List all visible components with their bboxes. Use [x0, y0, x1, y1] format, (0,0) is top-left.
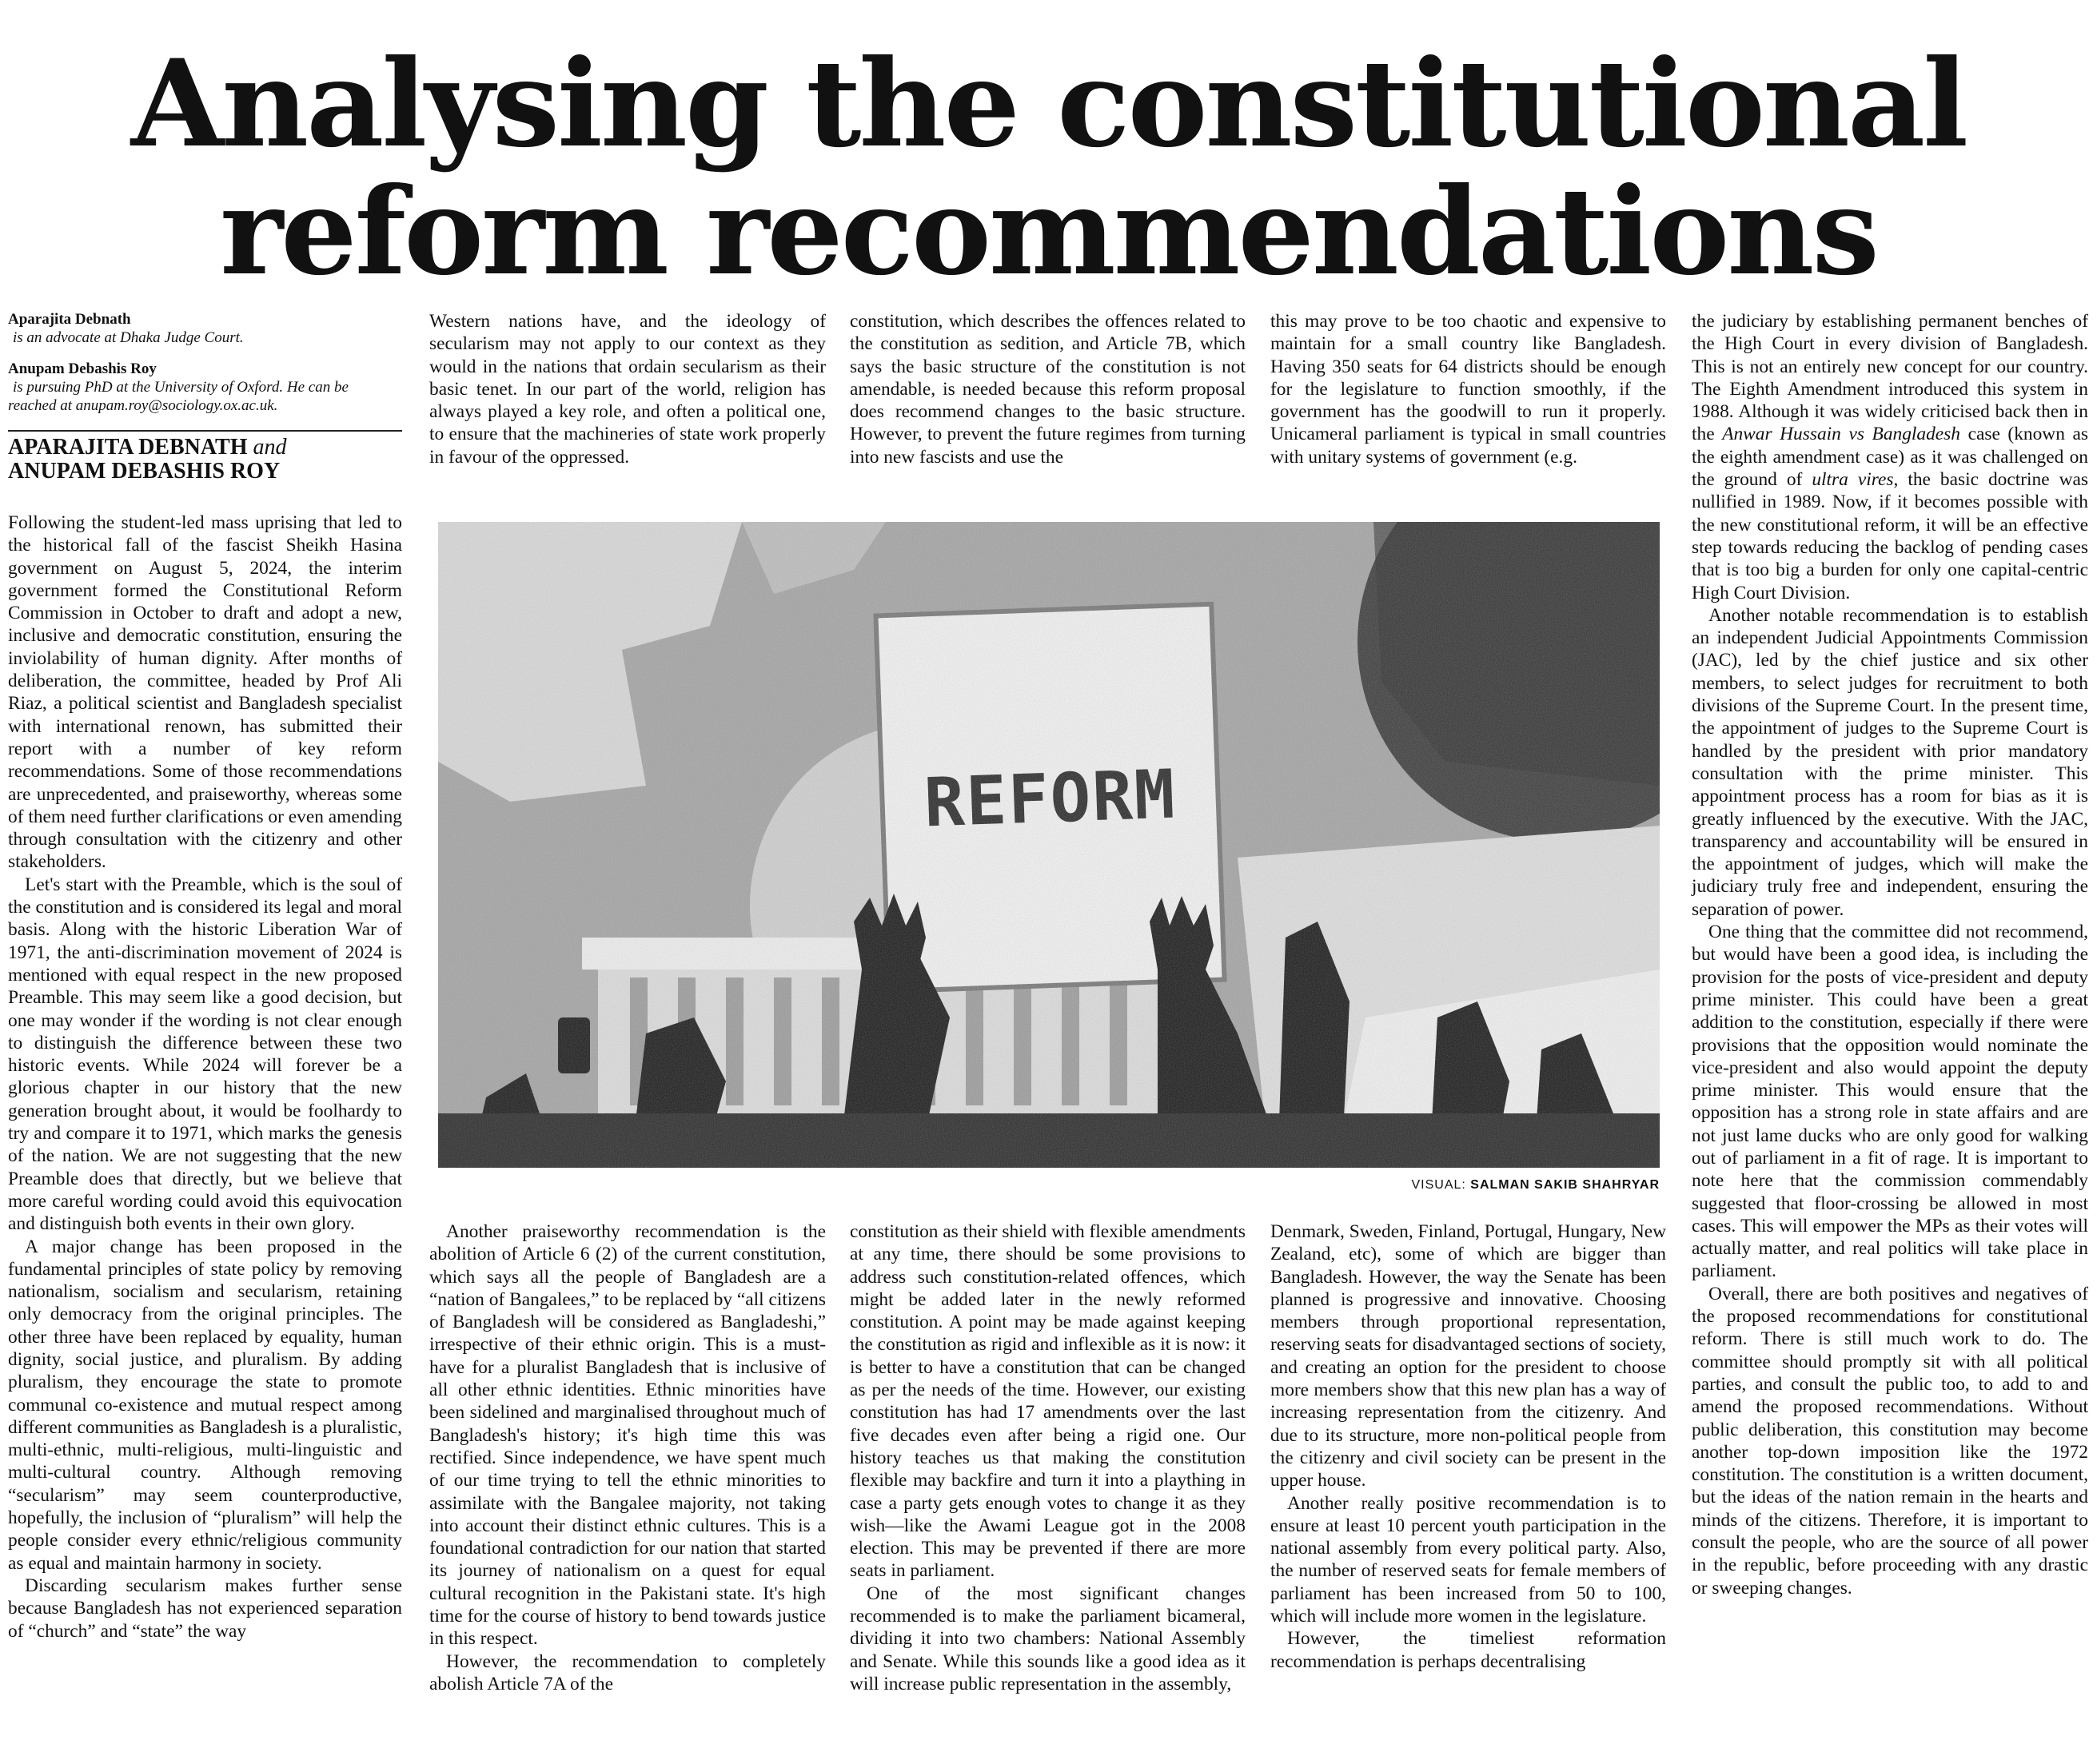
- paragraph: However, the timeliest reformation recommendation is perhaps decentralising: [1270, 1628, 1666, 1672]
- byline-divider: [8, 430, 402, 432]
- article-column-4-top: [1270, 310, 1666, 468]
- latin-term: ultra vires: [1812, 469, 1894, 491]
- bio-name-2: Anupam Debashis Roy: [8, 360, 157, 377]
- text-run: case (known as the eighth amendment case) as it was challenged on the ground of: [1692, 424, 2088, 491]
- bio-name-1: Aparajita Debnath: [8, 311, 131, 328]
- article-column-3-bottom: [850, 1220, 1246, 1695]
- paragraph: constitution as their shield with flexible amendments at any time, there should be some provisions to address such constitution-related offences, which might be added later in the newly reformed constitution. A point may be made against keeping the constitution as rigid and inflexible as it is now: it is better to have a constitution that can be changed as per the needs of the time. However, our existing constitution has had 17 amendments over the last five decades even after being a rigid one. Our history teaches us that making the constitution flexible may backfire and turn it into a plaything in case a party gets enough votes to change it as they wish—like the Awami League got in the 2008 election. This may be prevented if there are more seats in parliament.: [850, 1221, 1246, 1582]
- paragraph: One thing that the committee did not recommend, but would have been a good idea, is including the provision for the posts of vice-president and deputy prime minister. This could have been a great addition to the constitution, especially if there were provisions that the opposition would nominate the vice-president and also would appoint the deputy prime minister. This would ensure that the opposition has a strong role in state affairs and are not just lame ducks who are only good for walking out of parliament in a fit of rage. It is important to note here that the commission commendably suggested that floor-crossing be allowed in most cases. This will empower the MPs as their votes will actually matter, and real politics will take place in parliament.: [1692, 922, 2088, 1282]
- case-name: Anwar Hussain vs Bangladesh: [1722, 424, 1960, 445]
- author-bios: [8, 310, 402, 415]
- paragraph: Another praiseworthy recommendation is the abolition of Article 6 (2) of the current constitution, which says all the people of Bangladesh are a “nation of Bangalees,” to be replaced by “all citizens of Bangladesh will be considered as Bangladeshi,” irrespective of their ethnic origin. This is a must-have for a pluralist Bangladesh that is inclusive of all other ethnic identities. Ethnic minorities have been sidelined and marginalised throughout much of Bangladesh's history; it's high time this was rectified. Since independence, we have spent much of our time trying to tell the ethnic minorities to assimilate with the Bangalee majority, not taking into account their distinct ethnic cultures. This is a foundational contradiction for our nation that started its journey of nationalism on a quest for equal cultural recognition in the Pakistani state. It's high time for the course of history to bend towards justice in this respect.: [429, 1221, 826, 1650]
- headline-line-2: reform recommendations: [220, 161, 1877, 302]
- byline-author-2: ANUPAM DEBASHIS ROY: [8, 459, 281, 484]
- grain-overlay: [438, 522, 1660, 1168]
- paragraph: One of the most significant changes recommended is to make the parliament bicameral, dividing it into two chambers: National Assembly and Senate. While this sounds like a good idea as it will increase public representation in the assembly,: [850, 1583, 1246, 1694]
- paragraph: this may prove to be too chaotic and expensive to maintain for a small country like Bangladesh. Having 350 seats for 64 districts should be enough for the legislature to function smoothly, if the government has the goodwill to run it properly. Unicameral parliament is typical in small countries with unitary systems of government (e.g.: [1270, 311, 1666, 468]
- article-column-3-top: [850, 310, 1246, 468]
- text-run: , the basic doctrine was nullified in 1989. Now, if it becomes possible with the new constitutional reform, it will be an effective step towards reducing the backlog of pending cases that is too big a burden for only one capital-centric High Court Division.: [1692, 469, 2088, 603]
- paragraph: Denmark, Sweden, Finland, Portugal, Hungary, New Zealand, etc), some of which are bigger than Bangladesh. However, the way the Senate has been planned is progressive and innovative. Choosing members through proportional representation, reserving seats for disadvantaged sections of society, and creating an option for the president to choose more members show that this new plan has a way of increasing representation from the citizenry. And due to its structure, more non-political people from the citizenry and civil society can be present in the upper house.: [1270, 1221, 1666, 1491]
- article-column-2-bottom: [429, 1220, 826, 1695]
- paragraph: [1692, 310, 2088, 604]
- bio-desc-2b: reached at anupam.roy@sociology.ox.ac.uk.: [8, 397, 278, 414]
- paragraph: A major change has been proposed in the fundamental principles of state policy by removing nationalism, socialism and secularism, retaining only democracy from the original principles. The other three have been replaced by equality, human dignity, social justice, and pluralism. By adding pluralism, they encourage the state to promote communal co-existence and mutual respect among different communities as Bangladesh is a pluralistic, multi-ethnic, multi-religious, multi-linguistic and multi-cultural country. Although removing “secularism” may seem counterproductive, hopefully, the inclusion of “pluralism” will help the people consider every ethnic/religious community as equal and maintain harmony in society.: [8, 1236, 402, 1574]
- text-run: the judiciary by establishing permanent benches of the High Court in every division of Bangladesh. This is not an entirely new concept for our country. The Eighth Amendment introduced this system in 1988. Although it was widely criticised back then in the: [1692, 311, 2088, 445]
- bio-desc-1: is an advocate at Dhaka Judge Court.: [13, 329, 244, 346]
- paragraph: Overall, there are both positives and negatives of the proposed recommendations for constitutional reform. There is still much work to do. The committee should promptly sit with all political parties, and consult the public too, to add to and amend the proposed recommendations. Without public deliberation, this constitution may become another top-down imposition like the 1972 constitution. The constitution is a written document, but the ideas of the nation remain in the hearts and minds of the citizens. Therefore, it is important to consult the people, who are the source of all power in the republic, before proceeding with any drastic or sweeping changes.: [1692, 1283, 2088, 1599]
- illustration-graphic: [438, 522, 1660, 1168]
- paragraph: Following the student-led mass uprising that led to the historical fall of the fascist Sheikh Hasina government on August 5, 2024, the interim government formed the Constitutional Reform Commission in October to draft and adopt a new, inclusive and democratic constitution, ensuring the inviolability of human dignity. After months of deliberation, the committee, headed by Prof Ali Riaz, a political scientist and Bangladesh specialist with international renown, has submitted their report with a number of key reform recommendations. Some of those recommendations are unprecedented, and praiseworthy, whereas some of them need further clarifications or even amending through consultation with the citizenry and other stakeholders.: [8, 512, 402, 873]
- byline-joiner: and: [253, 435, 287, 460]
- paragraph: constitution, which describes the offences related to the constitution as sedition, and Article 7B, which says the basic structure of the constitution is not amendable, is needed because this reform proposal does recommend changes to the basic structure. However, to prevent the future regimes from turning into new fascists and use the: [850, 311, 1246, 468]
- paragraph: Let's start with the Preamble, which is the soul of the constitution and is considered its legal and moral basis. Along with the historic Liberation War of 1971, the anti-discrimination movement of 2024 is mentioned with equal respect in the new proposed Preamble. This may seem like a good decision, but one may wonder if the wording is not clear enough to distinguish the difference between these two historic events. While 2024 will forever be a glorious chapter in our history that the new generation brought about, it would be foolhardy to try and compare it to 1971, which marks the genesis of the nation. We are not suggesting that the new Preamble does that directly, but we believe that more careful wording could avoid this equivocation and distinguish both events in their own glory.: [8, 874, 402, 1235]
- credit-label: VISUAL:: [1411, 1178, 1466, 1192]
- credit-name: SALMAN SAKIB SHAHRYAR: [1470, 1178, 1660, 1192]
- headline-line-1: Analysing the constitutional: [130, 34, 1967, 174]
- paragraph: Another notable recommendation is to establish an independent Judicial Appointments Commission (JAC), led by the chief justice and six other members, to select judges for recruitment to both divisions of the Supreme Court. In the present time, the appointment of judges to the Supreme Court is handled by the president with prior mandatory consultation with the prime minister. This appointment process has a room for bias as it is greatly influenced by the executive. With the JAC, transparency and accountability will be ensured in the appointment of judges, which will make the judiciary truly free and independent, ensuring the separation of power.: [1692, 604, 2088, 920]
- paragraph: Another really positive recommendation is to ensure at least 10 percent youth participation in the national assembly from every political party. Also, the number of reserved seats for female members of parliament has been increased from 50 to 100, which will include more women in the legislature.: [1270, 1492, 1666, 1627]
- article-column-4-bottom: [1270, 1220, 1666, 1673]
- article-column-5: [1692, 310, 2088, 1599]
- article-column-2-top: [429, 310, 826, 468]
- paragraph: However, the recommendation to completely abolish Article 7A of the: [429, 1651, 826, 1694]
- bio-desc-2a: is pursuing PhD at the University of Oxford. He can be: [13, 379, 349, 396]
- byline: [8, 436, 402, 484]
- paragraph: Discarding secularism makes further sense because Bangladesh has not experienced separation of “church” and “state” the way: [8, 1575, 402, 1642]
- illustration: [438, 522, 1660, 1168]
- illustration-credit: [1383, 1178, 1660, 1193]
- paragraph: Western nations have, and the ideology of secularism may not apply to our context as they would in the nations that ordain secularism as their basic tenet. In our part of the world, religion has always played a key role, and often a political one, to ensure that the machineries of state work properly in favour of the oppressed.: [429, 311, 826, 468]
- headline: [0, 34, 2097, 302]
- byline-author-1: APARAJITA DEBNATH: [8, 435, 248, 460]
- article-column-1: [8, 512, 402, 1643]
